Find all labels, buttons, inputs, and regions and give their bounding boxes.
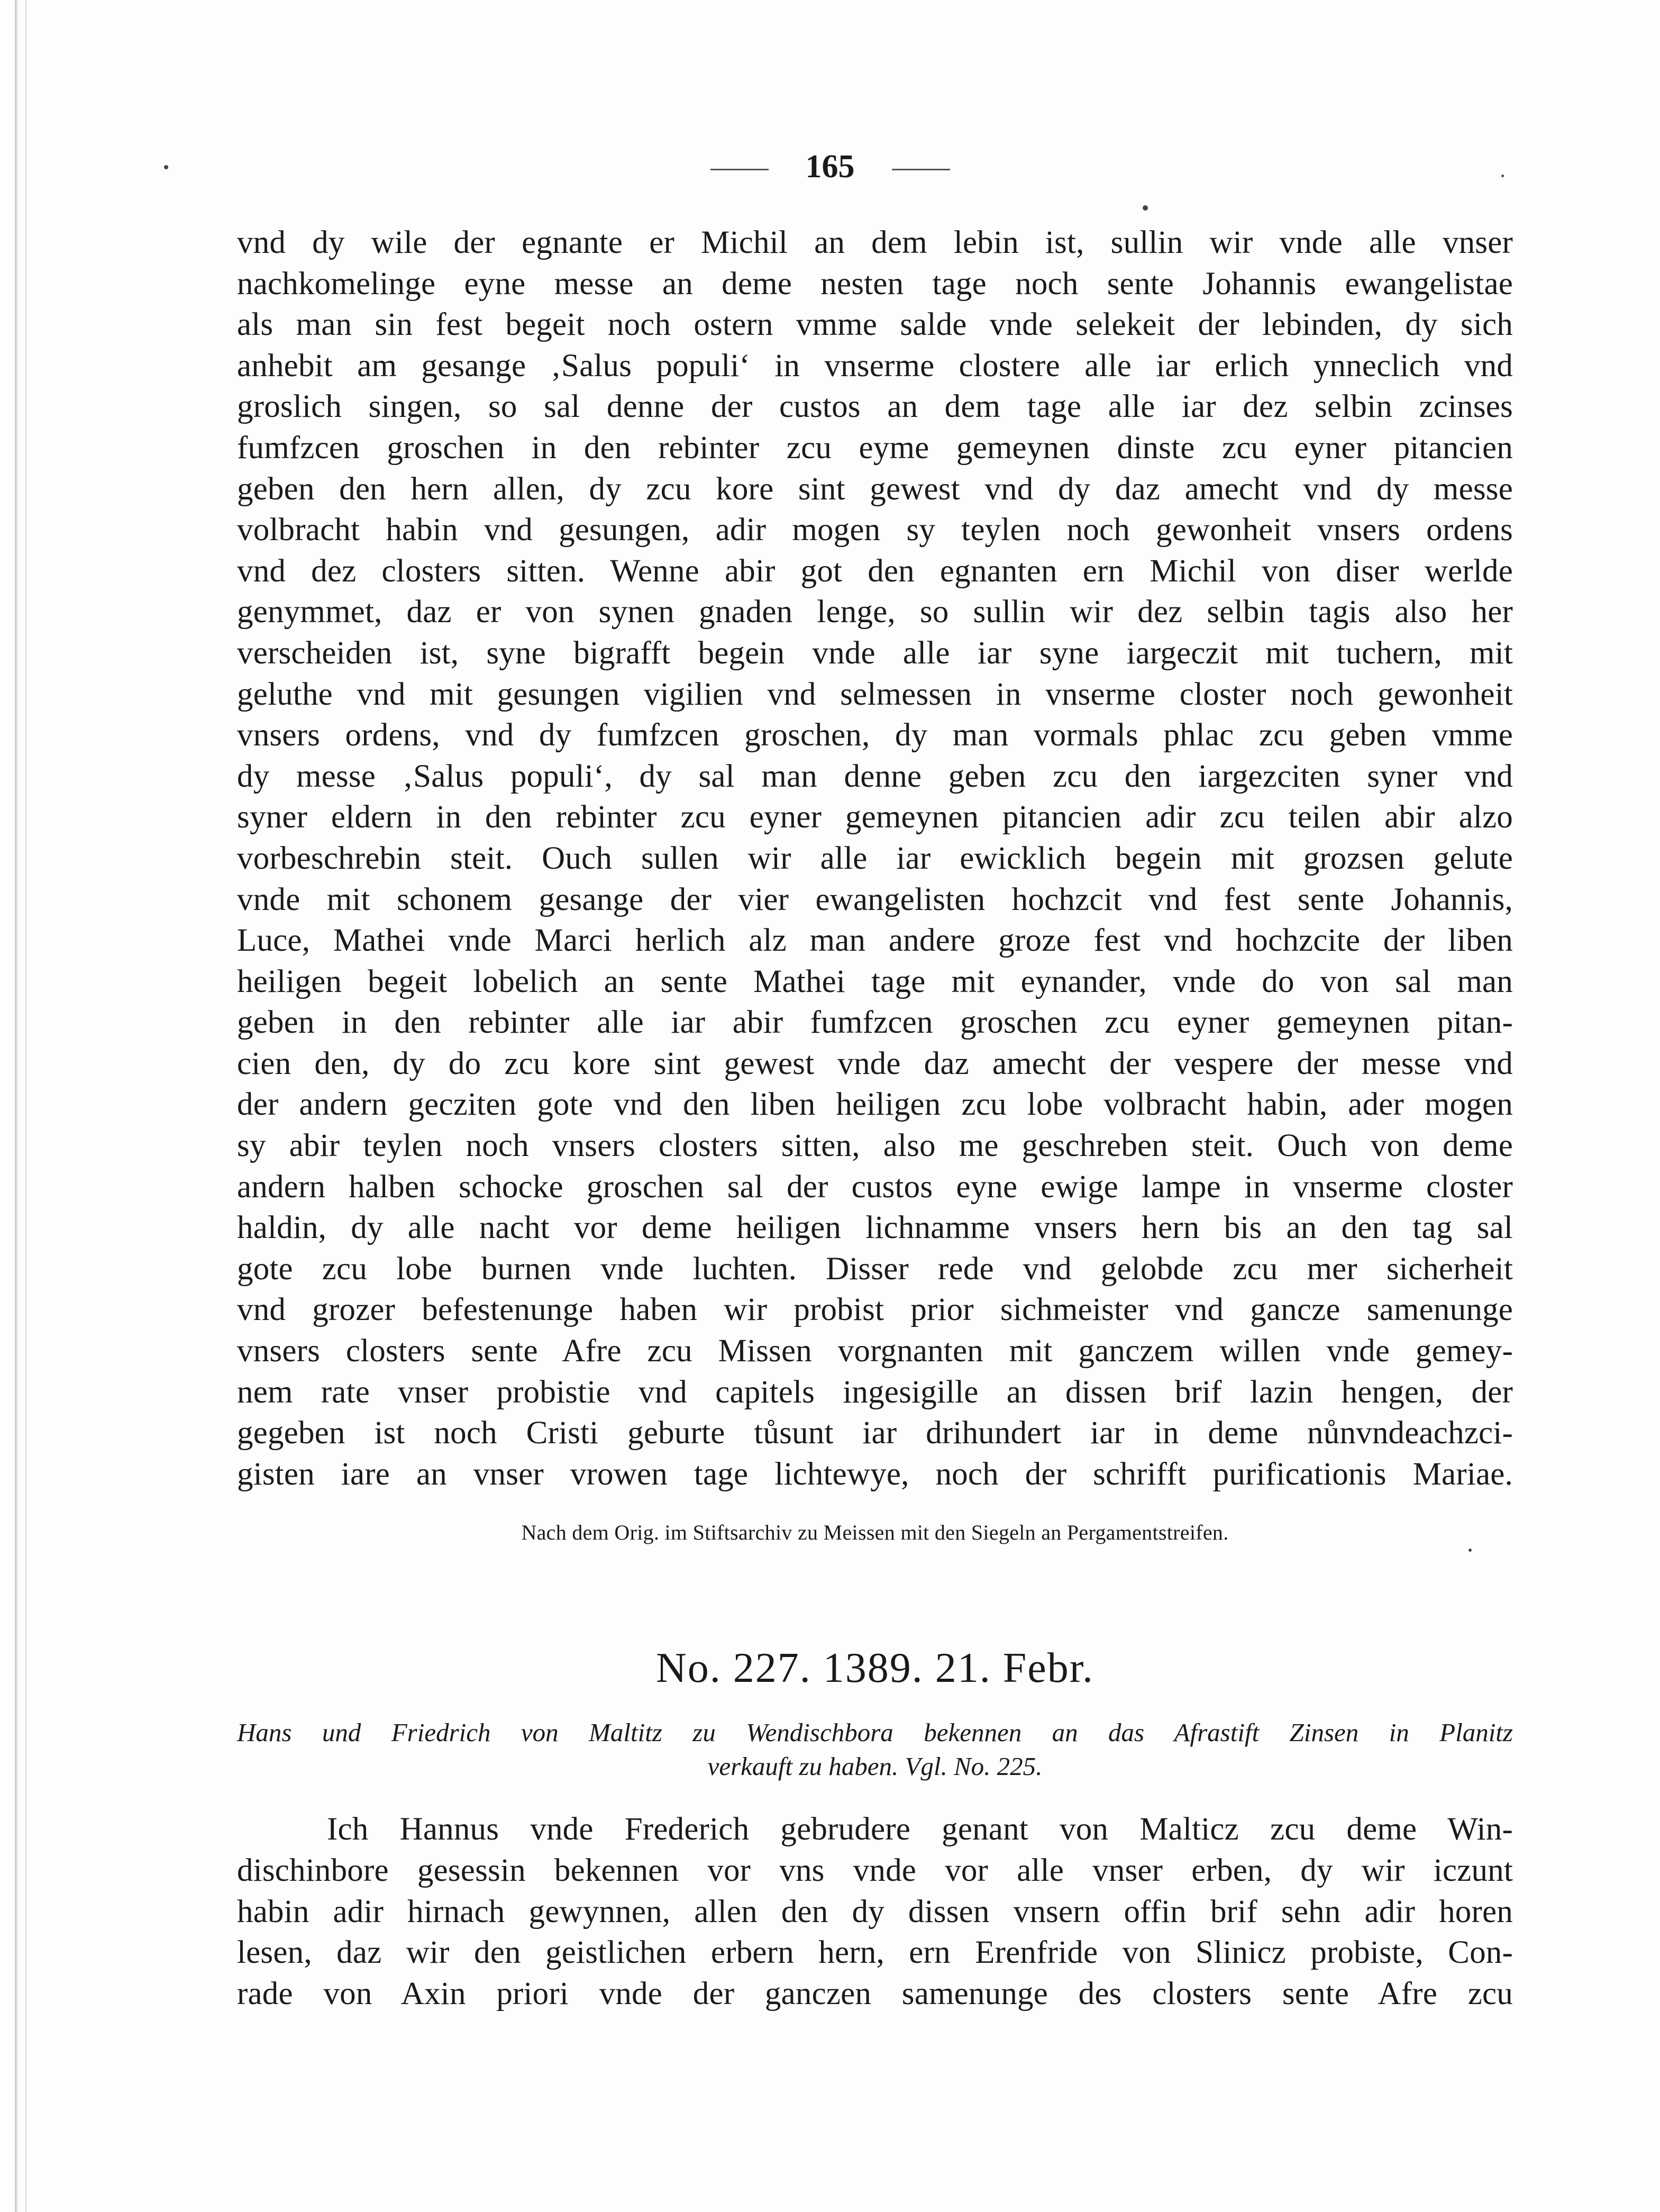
page-binding-edge xyxy=(15,0,18,2212)
header-rule-right xyxy=(892,169,950,170)
text-line: habin adir hirnach gewynnen, allen den dy dissen vnsern offin brif sehn adir horen xyxy=(237,1894,1513,1929)
text-line: geben den hern allen, dy zcu kore sint gewest vnd dy daz amecht vnd dy messe xyxy=(237,471,1513,507)
text-line: vorbeschrebin steit. Ouch sullen wir alle iar ewicklich begein mit grozsen gelute xyxy=(237,840,1513,876)
scan-speck xyxy=(164,165,168,169)
text-line: der andern gecziten gote vnd den liben heiligen zcu lobe volbracht habin, ader mogen xyxy=(237,1087,1513,1123)
text-line: gisten iare an vnser vrowen tage lichtewye, noch der schrifft purificationis Mariae. xyxy=(237,1456,1513,1492)
document-heading: No. 227. 1389. 21. Febr. xyxy=(656,1645,1094,1692)
text-line: vnsers ordens, vnd dy fumfzcen groschen, dy man vormals phlac zcu geben vmme xyxy=(237,717,1513,753)
text-line: vnsers closters sente Afre zcu Missen vorgnanten mit ganczem willen vnde gemey- xyxy=(237,1333,1513,1369)
scan-speck xyxy=(1501,175,1504,177)
summary-line: verkauft zu haben. Vgl. No. 225. xyxy=(707,1752,1043,1781)
text-line: nem rate vnser probistie vnd capitels ingesigille an dissen brif lazin hengen, der xyxy=(237,1374,1513,1410)
text-line: volbracht habin vnd gesungen, adir mogen sy teylen noch gewonheit vnsers ordens xyxy=(237,512,1513,548)
page-header xyxy=(0,148,1660,186)
text-line: heiligen begeit lobelich an sente Mathei tage mit eynander, vnde do von sal man xyxy=(237,963,1513,999)
text-line: als man sin fest begeit noch ostern vmme salde vnde selekeit der lebinden, dy sich xyxy=(237,307,1513,343)
text-line: genymmet, daz er von synen gnaden lenge, so sullin wir dez selbin tagis also her xyxy=(237,594,1513,630)
main-text xyxy=(237,222,1513,1495)
text-line: andern halben schocke groschen sal der custos eyne ewige lampe in vnserme closter xyxy=(237,1169,1513,1205)
text-line: vnde mit schonem gesange der vier ewangelisten hochzcit vnd fest sente Johannis, xyxy=(237,881,1513,917)
text-line: sy abir teylen noch vnsers closters sitten, also me geschreben steit. Ouch von deme xyxy=(237,1128,1513,1164)
text-line: verscheiden ist, syne bigrafft begein vnde alle iar syne iargeczit mit tuchern, mit xyxy=(237,635,1513,671)
page-number: 165 xyxy=(805,149,855,185)
text-line: lesen, daz wir den geistlichen erbern hern, ern Erenfride von Slinicz probiste, Con- xyxy=(237,1935,1513,1971)
text-line: nachkomelinge eyne messe an deme nesten tage noch sente Johannis ewangelistae xyxy=(237,266,1513,302)
page-body xyxy=(237,222,1513,2014)
text-line: gote zcu lobe burnen vnde luchten. Disser rede vnd gelobde zcu mer sicherheit xyxy=(237,1251,1513,1287)
text-line: groslich singen, so sal denne der custos an dem tage alle iar dez selbin zcinses xyxy=(237,389,1513,425)
text-line: Ich Hannus vnde Frederich gebrudere genant von Malticz zcu deme Win- xyxy=(327,1812,1513,1847)
text-line: cien den, dy do zcu kore sint gewest vnde daz amecht der vespere der messe vnd xyxy=(237,1045,1513,1081)
scan-speck xyxy=(1143,205,1148,211)
text-line: dy messe ‚Salus populi‘, dy sal man denne geben zcu den iargezciten syner vnd xyxy=(237,758,1513,794)
document-summary xyxy=(237,1716,1513,1783)
text-line: geben in den rebinter alle iar abir fumfzcen groschen zcu eyner gemeynen pitan- xyxy=(237,1005,1513,1041)
text-line: haldin, dy alle nacht vor deme heiligen lichnamme vnsers hern bis an den tag sal xyxy=(237,1210,1513,1246)
text-line: anhebit am gesange ‚Salus populi‘ in vnserme clostere alle iar erlich ynneclich vnd xyxy=(237,348,1513,384)
text-line: geluthe vnd mit gesungen vigilien vnd selmessen in vnserme closter noch gewonheit xyxy=(237,676,1513,712)
text-line: gegeben ist noch Cristi geburte tůsunt iar drihundert iar in deme nůnvndeachzci- xyxy=(237,1415,1513,1451)
text-line: vnd dy wile der egnante er Michil an dem lebin ist, sullin wir vnde alle vnser xyxy=(237,225,1513,260)
text-line: rade von Axin priori vnde der ganczen samenunge des closters sente Afre zcu xyxy=(237,1976,1513,2011)
header-rule-left xyxy=(710,169,769,170)
source-note: Nach dem Orig. im Stiftsarchiv zu Meissen mit den Siegeln an Pergamentstreifen. xyxy=(521,1521,1229,1545)
document-body xyxy=(237,1809,1513,2014)
text-line: fumfzcen groschen in den rebinter zcu eyme gemeynen dinste zcu eyner pitancien xyxy=(237,430,1513,466)
page-binding-line xyxy=(25,0,26,2212)
text-line: dischinbore gesessin bekennen vor vns vnde vor alle vnser erben, dy wir iczunt xyxy=(237,1853,1513,1888)
text-line: vnd grozer befestenunge haben wir probist prior sichmeister vnd gancze samenunge xyxy=(237,1292,1513,1328)
scan-speck xyxy=(1469,1549,1472,1552)
text-line: Luce, Mathei vnde Marci herlich alz man andere groze fest vnd hochzcite der liben xyxy=(237,923,1513,959)
text-line: syner eldern in den rebinter zcu eyner gemeynen pitancien adir zcu teilen abir alzo xyxy=(237,799,1513,835)
summary-line: Hans und Friedrich von Maltitz zu Wendischbora bekennen an das Afrastift Zinsen in Planitz xyxy=(237,1718,1513,1747)
text-line: vnd dez closters sitten. Wenne abir got den egnanten ern Michil von diser werlde xyxy=(237,553,1513,589)
